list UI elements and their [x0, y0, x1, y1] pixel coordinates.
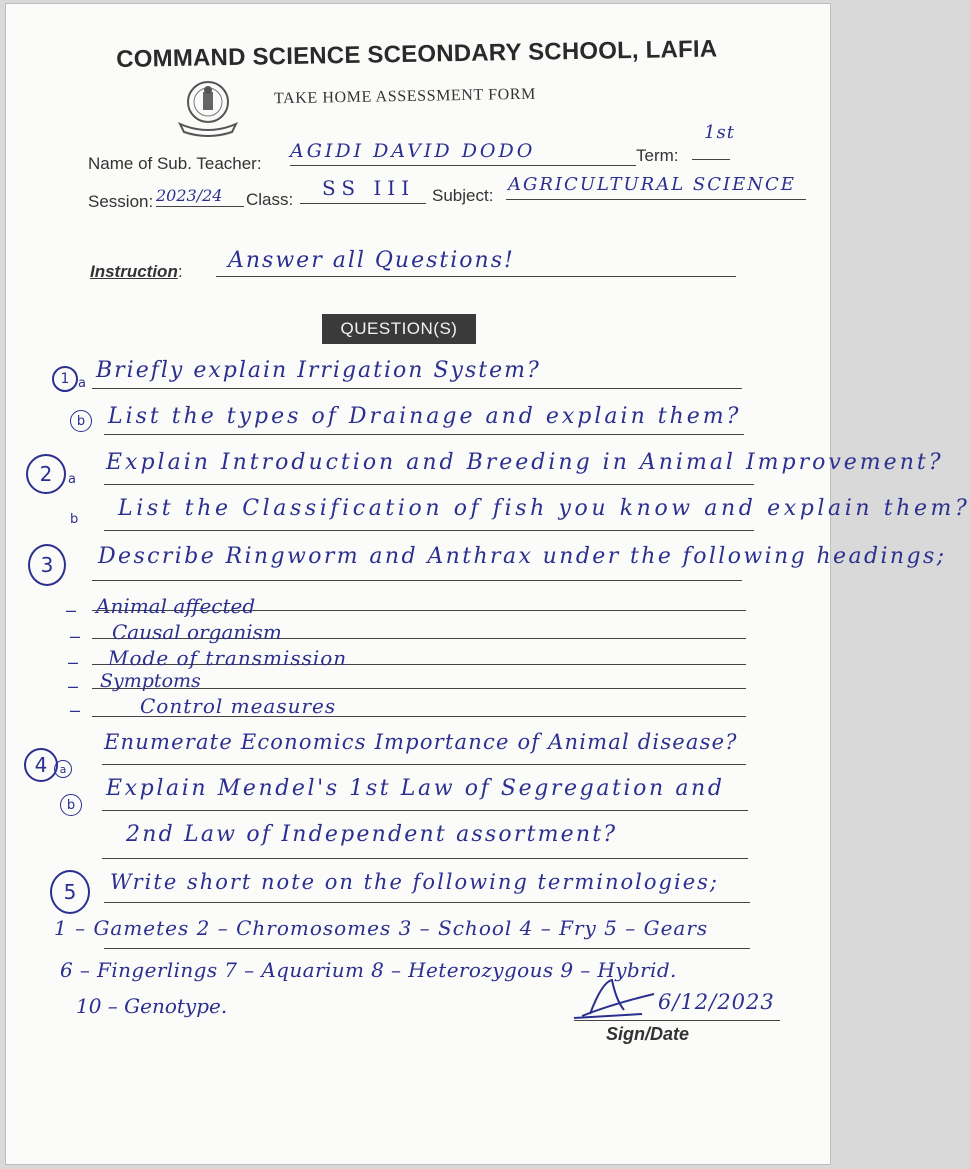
- question-3-line: [92, 580, 742, 581]
- term-value: 1st: [704, 122, 735, 143]
- subject-underline: [506, 199, 806, 200]
- question-2-number: 2: [26, 454, 66, 494]
- question-3-number: 3: [28, 544, 66, 586]
- question-4a-text: Enumerate Economics Importance of Animal disease?: [104, 730, 738, 754]
- instruction-label-text: Instruction: [90, 262, 178, 281]
- question-4a-line: [102, 764, 746, 765]
- teacher-underline: [290, 165, 636, 166]
- instruction-value: Answer all Questions!: [228, 248, 515, 273]
- sign-date-label: Sign/Date: [606, 1024, 690, 1044]
- question-5-text: Write short note on the following terminologies;: [110, 870, 719, 894]
- school-name: COMMAND SCIENCE SCEONDARY SCHOOL, LAFIA: [116, 35, 718, 73]
- form-title: TAKE HOME ASSESSMENT FORM: [273, 85, 537, 108]
- question-5-number: 5: [50, 870, 90, 914]
- question-3-item: Causal organism: [112, 620, 282, 644]
- question-3-item: Control measures: [140, 694, 337, 718]
- question-5-terms-3: 10 – Genotype.: [76, 994, 228, 1018]
- teacher-label: Name of Sub. Teacher:: [88, 154, 262, 173]
- instruction-underline: [216, 276, 736, 277]
- school-crest-icon: [172, 76, 244, 140]
- session-value: 2023/24: [156, 186, 223, 205]
- question-4a-marker: a: [54, 760, 72, 778]
- question-1b-marker: b: [70, 410, 92, 432]
- question-2b-text: List the Classification of fish you know and explain them?: [118, 496, 970, 521]
- assessment-sheet: [6, 4, 970, 1164]
- question-4b-marker: b: [60, 794, 82, 816]
- questions-heading: QUESTION(S): [322, 314, 476, 344]
- instruction-label: [90, 262, 183, 282]
- class-label: Class:: [246, 190, 294, 209]
- signature-mark: [572, 974, 662, 1024]
- signature-date: 6/12/2023: [658, 990, 775, 1014]
- question-5-terms-2: 6 – Fingerlings 7 – Aquarium 8 – Heterozygous 9 – Hybrid.: [60, 958, 677, 982]
- question-3-item: Symptoms: [100, 670, 201, 692]
- subject-label: Subject:: [432, 186, 494, 205]
- question-4b-text-2: 2nd Law of Independent assortment?: [126, 822, 618, 847]
- question-4b-line: [102, 810, 748, 811]
- question-3-dash: –: [68, 676, 79, 696]
- question-2a-text: Explain Introduction and Breeding in Animal Improvement?: [106, 450, 944, 475]
- session-underline: [156, 206, 244, 207]
- term-label: Term:: [636, 146, 679, 165]
- question-3-dash: –: [66, 600, 77, 620]
- question-1a-line: [92, 388, 742, 389]
- signature-line: [574, 1020, 780, 1021]
- question-2b-line: [104, 530, 754, 531]
- teacher-value: AGIDI DAVID DODO: [290, 140, 536, 162]
- question-2a-marker: a: [68, 472, 76, 487]
- question-3-item: Animal affected: [96, 594, 256, 618]
- question-3-dash: –: [70, 700, 81, 720]
- question-1-number: 1: [52, 366, 78, 392]
- question-2a-line: [104, 484, 754, 485]
- instruction-colon: :: [177, 262, 183, 281]
- question-5-line: [104, 902, 750, 903]
- question-5-terms-1: 1 – Gametes 2 – Chromosomes 3 – School 4 – Fry 5 – Gears: [54, 916, 709, 940]
- question-3-item: Mode of transmission: [108, 646, 348, 670]
- question-3-dash: –: [70, 626, 81, 646]
- class-value: SS III: [322, 176, 416, 200]
- term-underline: [692, 159, 730, 160]
- subject-value: AGRICULTURAL SCIENCE: [508, 174, 796, 195]
- session-label: Session:: [88, 192, 154, 211]
- question-5-terms-line-1: [104, 948, 750, 949]
- question-1b-line: [104, 434, 744, 435]
- question-4-number: 4: [24, 748, 58, 782]
- question-1b-text: List the types of Drainage and explain them?: [108, 404, 742, 429]
- question-3-dash: –: [68, 652, 79, 672]
- question-3-text: Describe Ringworm and Anthrax under the following headings;: [98, 544, 947, 569]
- class-underline: [300, 203, 426, 204]
- question-4b-text-1: Explain Mendel's 1st Law of Segregation and: [106, 776, 725, 801]
- question-1a-text: Briefly explain Irrigation System?: [96, 358, 541, 383]
- question-2b-marker: b: [70, 512, 79, 527]
- question-1a-marker: a: [78, 376, 86, 391]
- question-4b-line-2: [102, 858, 748, 859]
